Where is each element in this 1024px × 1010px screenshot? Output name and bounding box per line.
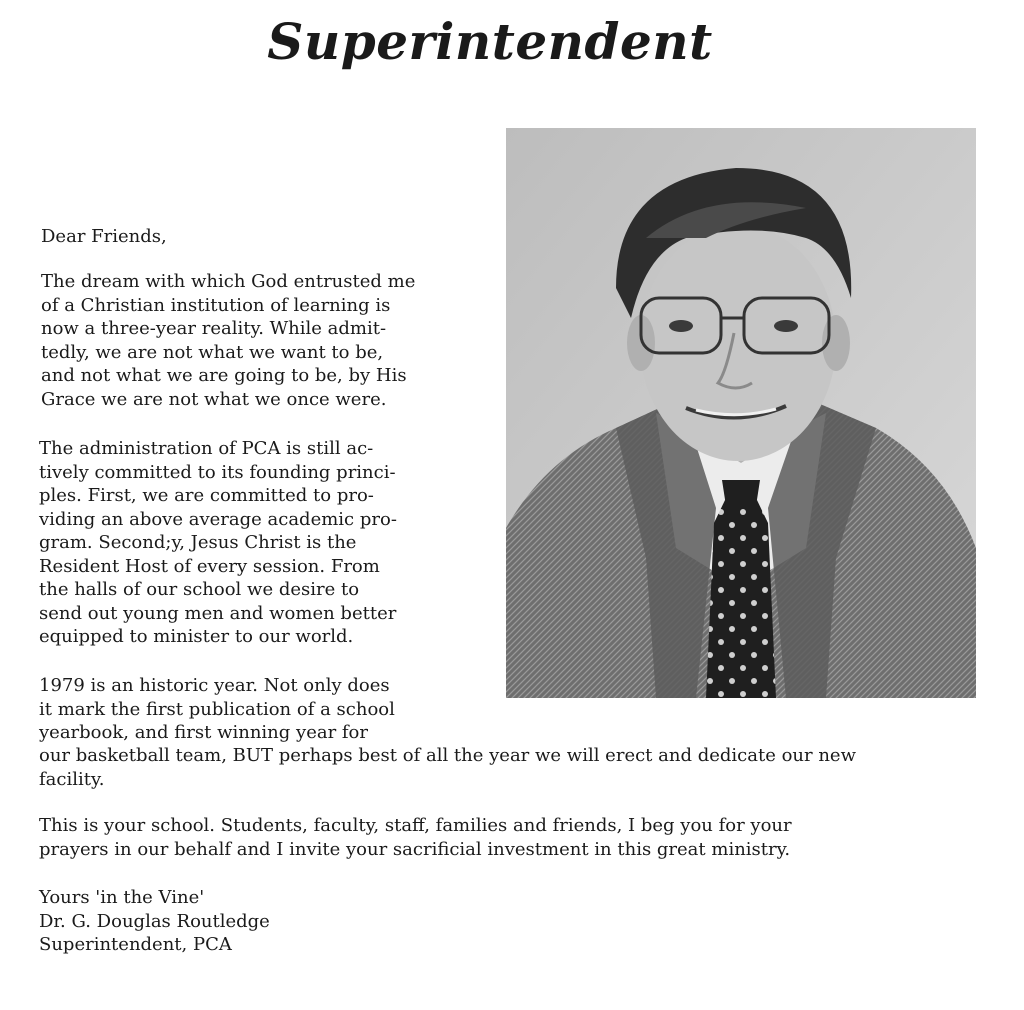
signoff-name: Dr. G. Douglas Routledge xyxy=(39,910,270,932)
text-line: Grace we are not what we once were. xyxy=(41,388,387,410)
letter-paragraph-3-wide xyxy=(39,744,1014,791)
text-line: 1979 is an historic year. Not only does xyxy=(39,675,390,696)
text-line: equipped to minister to our world. xyxy=(39,626,354,647)
letter-salutation: Dear Friends, xyxy=(41,226,167,247)
text-line: Resident Host of every session. From xyxy=(39,555,380,577)
text-line: tedly, we are not what we want to be, xyxy=(41,341,384,363)
text-line: facility. xyxy=(39,768,105,790)
letter-paragraph-1 xyxy=(41,270,511,411)
text-line: send out young men and women better xyxy=(39,602,397,624)
text-line: viding an above average academic pro- xyxy=(39,508,397,530)
text-line: the halls of our school we desire to xyxy=(39,579,360,600)
signoff-closing: Yours 'in the Vine' xyxy=(39,887,205,908)
text-line: The dream with which God entrusted me xyxy=(41,271,416,292)
text-line: it mark the first publication of a school xyxy=(39,698,395,720)
letter-paragraph-2 xyxy=(39,437,509,649)
superintendent-portrait-photo xyxy=(506,128,976,698)
text-line: of a Christian institution of learning is xyxy=(41,294,391,316)
text-line: and not what we are going to be, by His xyxy=(41,365,407,386)
letter-paragraph-4 xyxy=(39,814,1014,861)
letter-signoff xyxy=(39,886,539,957)
page-title: Superintendent xyxy=(267,12,713,71)
text-line: yearbook, and first winning year for xyxy=(39,722,369,743)
text-line: This is your school. Students, faculty, staff, families and friends, I beg you for your xyxy=(39,815,792,836)
text-line: gram. Second;y, Jesus Christ is the xyxy=(39,532,357,553)
text-line: tively committed to its founding princi- xyxy=(39,461,396,483)
letter-paragraph-3-narrow xyxy=(39,674,499,745)
text-line: our basketball team, BUT perhaps best of all the year we will erect and dedicate our new xyxy=(39,745,856,766)
portrait-illustration xyxy=(506,128,976,698)
text-line: now a three-year reality. While admit- xyxy=(41,318,387,339)
text-line: The administration of PCA is still ac- xyxy=(39,438,374,459)
signoff-title: Superintendent, PCA xyxy=(39,934,232,955)
text-line: ples. First, we are committed to pro- xyxy=(39,485,374,506)
text-line: prayers in our behalf and I invite your sacrificial investment in this great ministry. xyxy=(39,838,791,860)
